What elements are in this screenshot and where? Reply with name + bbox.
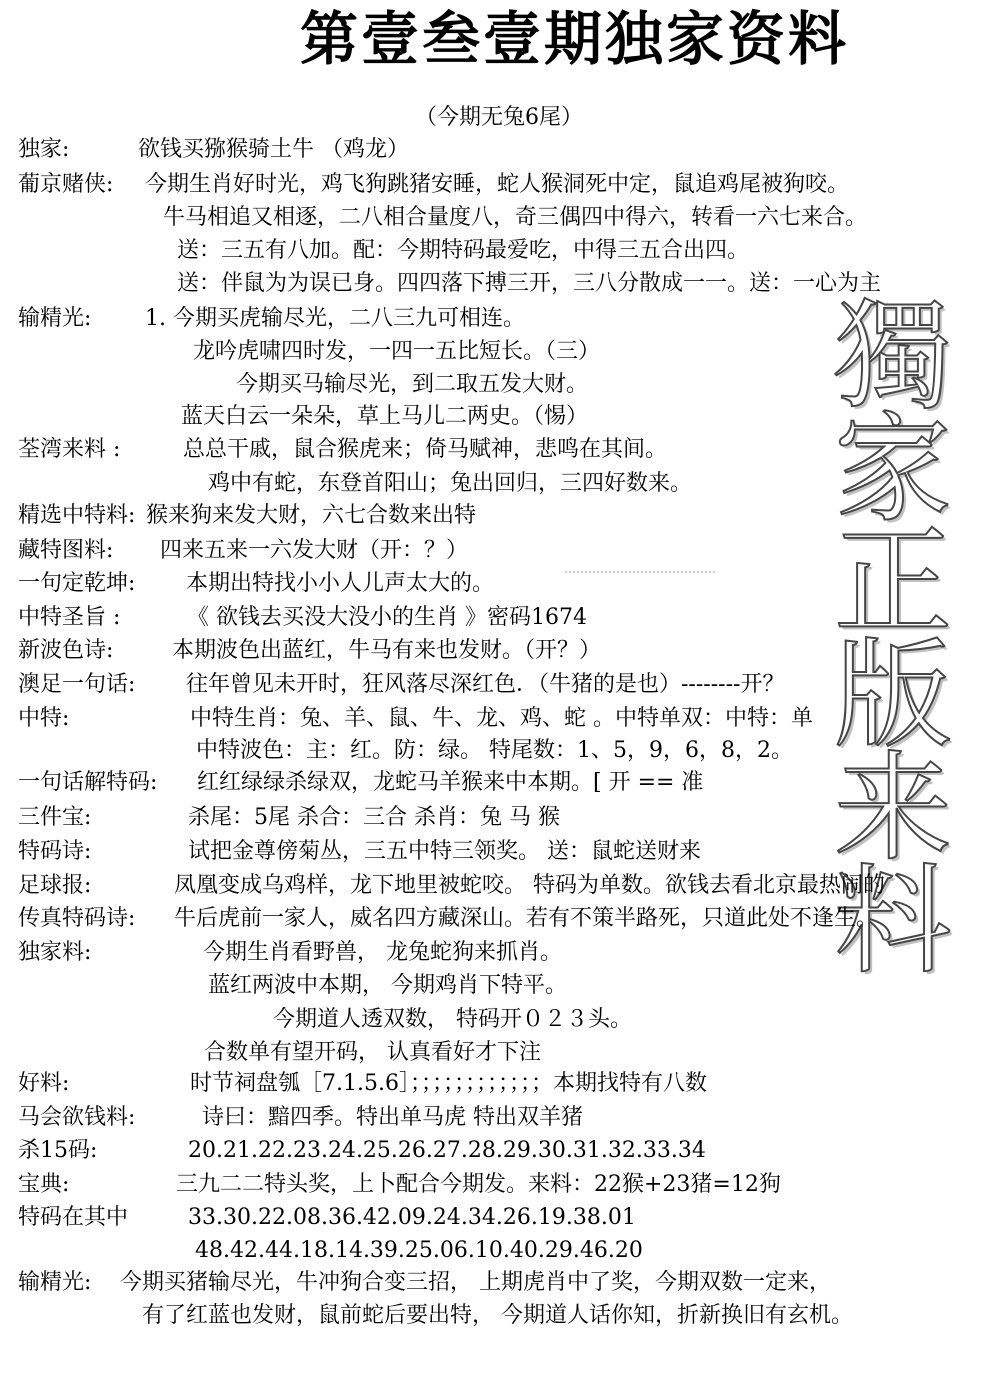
content-line: 时节祠盘瓠［7.1.5.6］；；；；；；；；；；；；本期找特有八数	[190, 1071, 707, 1096]
content-line: 蓝天白云一朵朵，草上马儿二两史。（惕）	[181, 404, 589, 429]
content-line: 牛马相追又相逐，二八相合量度八，奇三偶四中得六，转看一六七来合。	[163, 205, 868, 230]
row-label: 马会欲钱料:	[18, 1105, 136, 1130]
dotted-divider	[565, 571, 715, 579]
row-label: 葡京赌侠:	[18, 172, 114, 197]
content-line: 蓝红两波中本期， 今期鸡肖下特平。	[208, 973, 567, 998]
content-line: 四来五来一六发大财（开：？）	[160, 538, 469, 563]
content-line: 今期生肖看野兽， 龙兔蛇狗来抓肖。	[203, 940, 562, 965]
content-line: 送：伴鼠为为误已身。四四落下搏三开，三八分散成一一。送：一心为主	[177, 271, 882, 296]
watermark-char: 版	[833, 626, 952, 764]
content-line: 往年曾见未开时，狂风落尽深红色．（牛猪的是也）--------开？	[186, 672, 785, 697]
watermark-char: 家	[833, 400, 952, 538]
row-label: 澳足一句话:	[18, 672, 136, 697]
row-label: 中特圣旨 :	[18, 605, 121, 630]
row-label: 精选中特料:	[18, 503, 136, 528]
page-subtitle: （今期无兔6尾）	[415, 105, 583, 130]
row-label: 杀15码:	[18, 1138, 98, 1163]
content-line: 中特波色：主：红。防：绿。 特尾数：1、5，9，6，8，2。	[196, 738, 793, 763]
row-label: 中特:	[18, 706, 70, 731]
content-line: 牛后虎前一家人，威名四方藏深山。若有不策半路死，只道此处不逢生。	[174, 906, 879, 931]
content-line: 有了红蓝也发财，鼠前蛇后要出特， 今期道人话你知，折新换旧有玄机。	[142, 1303, 853, 1328]
content-line: 今期道人透双数， 特码开０２３头。	[273, 1007, 632, 1032]
row-label: 好料:	[18, 1071, 70, 1096]
row-label: 足球报:	[18, 873, 92, 898]
content-line: 龙吟虎啸四时发，一四一五比短长。（三）	[193, 339, 601, 364]
row-label: 输精光:	[18, 1270, 92, 1295]
content-line: 红红绿绿杀绿双，龙蛇马羊猴来中本期。[ 开 == 准	[197, 770, 704, 795]
row-label: 独家料:	[18, 940, 92, 965]
watermark-char: 料	[833, 852, 952, 990]
content-line: 试把金尊傍菊丛，三五中特三领奖。 送：鼠蛇送财来	[188, 839, 701, 864]
row-label: 特码诗:	[18, 839, 92, 864]
row-label: 宝典:	[18, 1172, 70, 1197]
content-line: 33.30.22.08.36.42.09.24.34.26.19.38.01	[188, 1205, 636, 1230]
content-line: 20.21.22.23.24.25.26.27.28.29.30.31.32.33.34	[188, 1138, 706, 1163]
content-line: 凤凰变成乌鸡样，龙下地里被蛇咬。 特码为单数。欲钱去看北京最热闹的	[174, 873, 885, 898]
row-label: 三件宝:	[18, 805, 92, 830]
content-line: 1. 今期买虎输尽光，二八三九可相连。	[145, 306, 525, 331]
row-label: 一句定乾坤:	[18, 571, 136, 596]
content-line: 本期出特找小小人儿声太大的。	[186, 571, 495, 596]
content-line: 本期波色出蓝红，牛马有来也发财。（开？）	[172, 638, 602, 663]
watermark-char: 正	[833, 513, 952, 651]
content-line: 鸡中有蛇，东登首阳山；兔出回归，三四好数来。	[208, 471, 693, 496]
row-label: 独家:	[18, 137, 70, 162]
content-line: 杀尾：5尾 杀合：三合 杀肖：兔 马 猴	[188, 805, 560, 830]
content-line: 《 欲钱去买没大没小的生肖 》密码1674	[187, 605, 587, 630]
watermark-char: 獨	[833, 287, 952, 425]
content-line: 欲钱买猕猴骑土牛 （鸡龙）	[138, 137, 409, 162]
content-line: 三九二二特头奖，上卜配合今期发。来料：22猴+23猪=12狗	[176, 1172, 781, 1197]
content-line: 诗曰：黯四季。特出单马虎 特出双羊猪	[202, 1105, 583, 1130]
row-label: 一句话解特码:	[18, 770, 158, 795]
content-line: 猴来狗来发大财，六七合数来出特	[146, 503, 477, 528]
row-label: 传真特码诗:	[18, 906, 136, 931]
watermark-char: 来	[833, 739, 952, 877]
page-title: 第壹叁壹期独家资料	[300, 5, 850, 73]
content-line: 中特生肖：兔、羊、鼠、牛、龙、鸡、蛇 。中特单双：中特：单	[190, 706, 813, 731]
row-label: 藏特图料:	[18, 538, 114, 563]
content-line: 今期生肖好时光，鸡飞狗跳猪安睡，蛇人猴洞死中定，鼠追鸡尾被狗咬。	[145, 172, 850, 197]
content-line: 总总干戚，鼠合猴虎来；倚马赋神，悲鸣在其间。	[183, 437, 668, 462]
row-label: 新波色诗:	[18, 638, 114, 663]
content-line: 48.42.44.18.14.39.25.06.10.40.29.46.20	[195, 1238, 643, 1263]
row-label: 输精光:	[18, 306, 92, 331]
row-label: 荃湾来料 :	[18, 437, 121, 462]
content-line: 今期买猪输尽光，牛冲狗合变三招， 上期虎肖中了奖，今期双数一定来，	[120, 1270, 831, 1295]
content-line: 合数单有望开码， 认真看好才下注	[204, 1040, 541, 1065]
content-line: 送：三五有八加。配：今期特码最爱吃，中得三五合出四。	[177, 238, 750, 263]
row-label: 特码在其中	[18, 1205, 129, 1230]
content-line: 今期买马输尽光，到二取五发大财。	[236, 372, 589, 397]
